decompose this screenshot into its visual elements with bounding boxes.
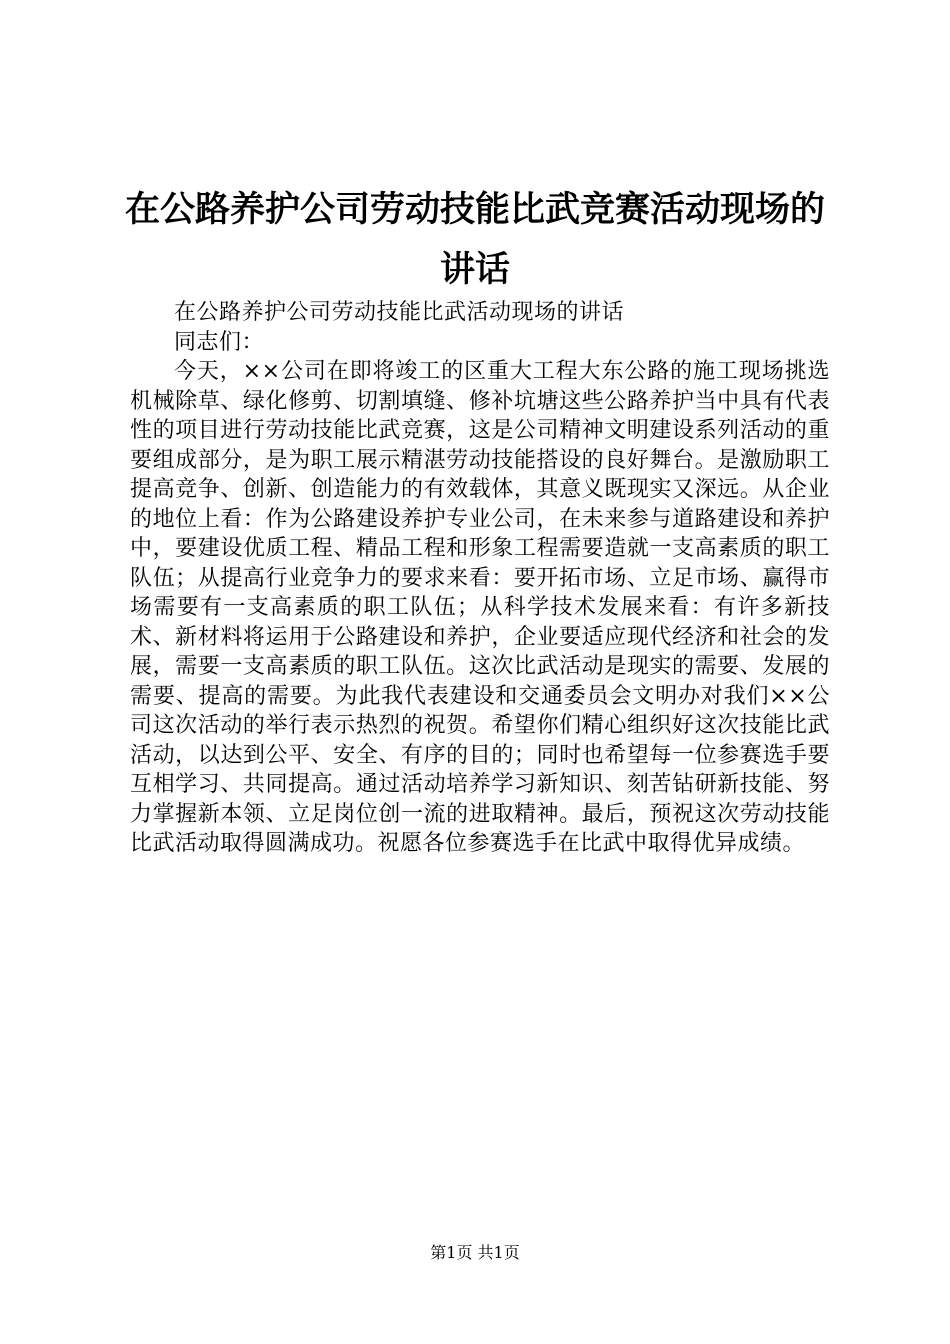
document-body	[130, 298, 830, 859]
salutation: 同志们：	[174, 329, 265, 355]
page-footer: 第1页 共1页	[430, 1243, 520, 1262]
document-title-line2: 讲话	[439, 250, 510, 290]
document-subtitle: 在公路养护公司劳动技能比武活动现场的讲话	[174, 300, 625, 325]
body-paragraph: 今天，××公司在即将竣工的区重大工程大东公路的施工现场挑选机械除草、绿化修剪、切割填缝、修补坑塘这些公路养护当中具有代表性的项目进行劳动技能比武竞赛，这是公司精神文明建设系列活动的重要组成部分，是为职工展示精湛劳动技能搭设的良好舞台。是激励职工提高竞争、创新、创造能力的有效载体，其意义既现实又深远。从企业的地位上看：作为公路建设养护专业公司，在未来参与道路建设和养护中，要建设优质工程、精品工程和形象工程需要造就一支高素质的职工队伍；从提高行业竞争力的要求来看：要开拓市场、立足市场、赢得市场需要有一支高素质的职工队伍；从科学技术发展来看：有许多新技术、新材料将运用于公路建设和养护，企业要适应现代经济和社会的发展，需要一支高素质的职工队伍。这次比武活动是现实的需要、发展的需要、提高的需要。为此我代表建设和交通委员会文明办对我们××公司这次活动的举行表示热烈的祝贺。希望你们精心组织好这次技能比武活动，以达到公平、安全、有序的目的；同时也希望每一位参赛选手要互相学习、共同提高。通过活动培养学习新知识、刻苦钻研新技能、努力掌握新本领、立足岗位创一流的进取精神。最后，预祝这次劳动技能比武活动取得圆满成功。祝愿各位参赛选手在比武中取得优异成绩。	[130, 359, 830, 856]
document-title-line1: 在公路养护公司劳动技能比武竞赛活动现场的	[124, 190, 825, 230]
